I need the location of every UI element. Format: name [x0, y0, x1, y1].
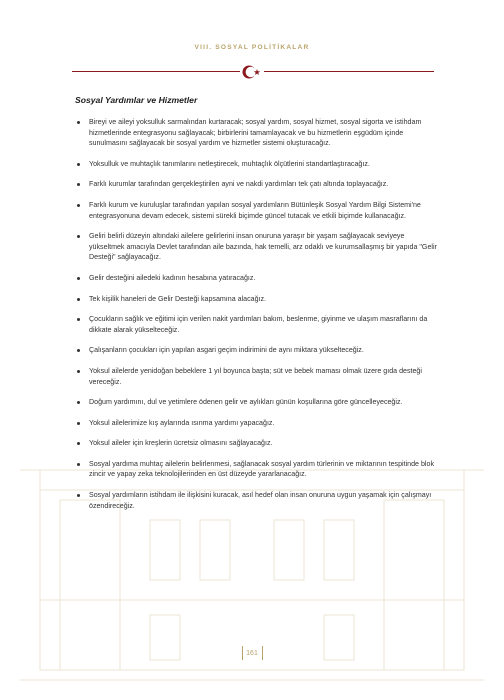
- list-item: [77, 231, 438, 263]
- list-item-text: Çocukların sağlık ve eğitimi için verilen nakit yardımları bakım, beslenme, giyinme ve ulaşım masraflarını da dikkate alarak yükselteceğiz.: [89, 315, 428, 334]
- crescent-star-icon: [241, 64, 263, 80]
- list-item: [77, 366, 438, 387]
- list-item: [77, 490, 438, 511]
- list-item-text: Yoksulluk ve muhtaçlık tanımlarını netleştirecek, muhtaçlık ölçütlerini standartlaştıracağız.: [89, 159, 370, 168]
- policy-list: [77, 117, 438, 521]
- header-rule-right: [264, 71, 434, 72]
- bullet-icon: [77, 298, 80, 301]
- page-number-divider-right: [262, 646, 263, 660]
- list-item: [77, 345, 438, 356]
- section-title: Sosyal Yardımlar ve Hizmetler: [75, 95, 198, 105]
- list-item-text: Bireyi ve aileyi yoksulluk sarmalından kurtaracak; sosyal yardım, sosyal hizmet, sosyal sigorta ve istihdam hizmetlerinde entegrasyonu sağlayacak; birbirlerini tamamlayacak ve bu hizmetlerin eşgüdüm içinde sunulmasını sağlayacak bir sosyal yardım ve hizmetler sistemi oluşturacağız.: [89, 118, 422, 148]
- bullet-icon: [77, 318, 80, 321]
- list-item-text: Yoksul ailelerimize kış aylarında ısınma yardımı yapacağız.: [89, 418, 275, 427]
- bullet-icon: [77, 121, 80, 124]
- bullet-icon: [77, 463, 80, 466]
- list-item-text: Geliri belirli düzeyin altındaki ailelere gelirlerini insan onuruna yaraşır bir yaşam sağlayacak seviyeye yükseltmek amacıyla Devlet tarafından aile bazında, hak temelli, arz odaklı ve kurumsallaşmış bir yapıda "Gelir Desteği" sağlayacağız.: [89, 232, 437, 262]
- chapter-header: VIII. SOSYAL POLİTİKALAR: [194, 44, 310, 51]
- list-item: [77, 418, 438, 429]
- bullet-icon: [77, 349, 80, 352]
- list-item-text: Tek kişilik haneleri de Gelir Desteği kapsamına alacağız.: [89, 294, 267, 303]
- bullet-icon: [77, 204, 80, 207]
- list-item: [77, 159, 438, 170]
- list-item: [77, 314, 438, 335]
- bullet-icon: [77, 422, 80, 425]
- bullet-icon: [77, 494, 80, 497]
- list-item-text: Yoksul ailelerde yenidoğan bebeklere 1 yıl boyunca başta; süt ve bebek maması olmak üzere gıda desteği vereceğiz.: [89, 366, 422, 386]
- bullet-icon: [77, 183, 80, 186]
- bullet-icon: [77, 370, 80, 373]
- list-item: [77, 438, 438, 449]
- bullet-icon: [77, 163, 80, 166]
- list-item-text: Sosyal yardıma muhtaç ailelerin belirlenmesi, sağlanacak sosyal yardım türlerinin ve miktarının tespitinde blok zincir ve yapay zeka teknolojilerinden en üst düzeyde yararlanacağız.: [89, 459, 434, 479]
- list-item-text: Gelir desteğini ailedeki kadının hesabına yatıracağız.: [89, 273, 256, 282]
- bullet-icon: [77, 442, 80, 445]
- list-item: [77, 117, 438, 149]
- list-item: [77, 397, 438, 408]
- list-item-text: Doğum yardımını, dul ve yetimlere ödenen gelir ve aylıkları günün koşullarına göre güncelleyeceğiz.: [89, 398, 403, 407]
- list-item-text: Farklı kurum ve kuruluşlar tarafından yapılan sosyal yardımların Bütünleşik Sosyal Yardım Bilgi Sistemi'ne entegrasyonuna devam edecek, sistemi sürekli biçimde güncel tutacak ve etkili biçimde kullanacağız.: [89, 200, 421, 220]
- list-item-text: Sosyal yardımların istihdam ile ilişkisini kuracak, asıl hedef olan insan onuruna uygun yaşamak için çalışmayı özendireceğiz.: [89, 491, 432, 510]
- list-item: [77, 179, 438, 190]
- list-item: [77, 200, 438, 221]
- list-item-text: Yoksul aileler için kreşlerin ücretsiz olmasını sağlayacağız.: [89, 439, 273, 448]
- header-rule-left: [72, 71, 240, 72]
- list-item: [77, 294, 438, 305]
- list-item-text: Farklı kurumlar tarafından gerçekleştirilen ayni ve nakdi yardımları tek çatı altında toplayacağız.: [89, 180, 389, 189]
- bullet-icon: [77, 235, 80, 238]
- bullet-icon: [77, 277, 80, 280]
- bullet-icon: [77, 401, 80, 404]
- list-item-text: Çalışanların çocukları için yapılan asgari geçim indirimini de aynı miktara yükselteceğiz.: [89, 346, 364, 355]
- list-item: [77, 273, 438, 284]
- page-number: 161: [246, 650, 258, 657]
- list-item: [77, 459, 438, 480]
